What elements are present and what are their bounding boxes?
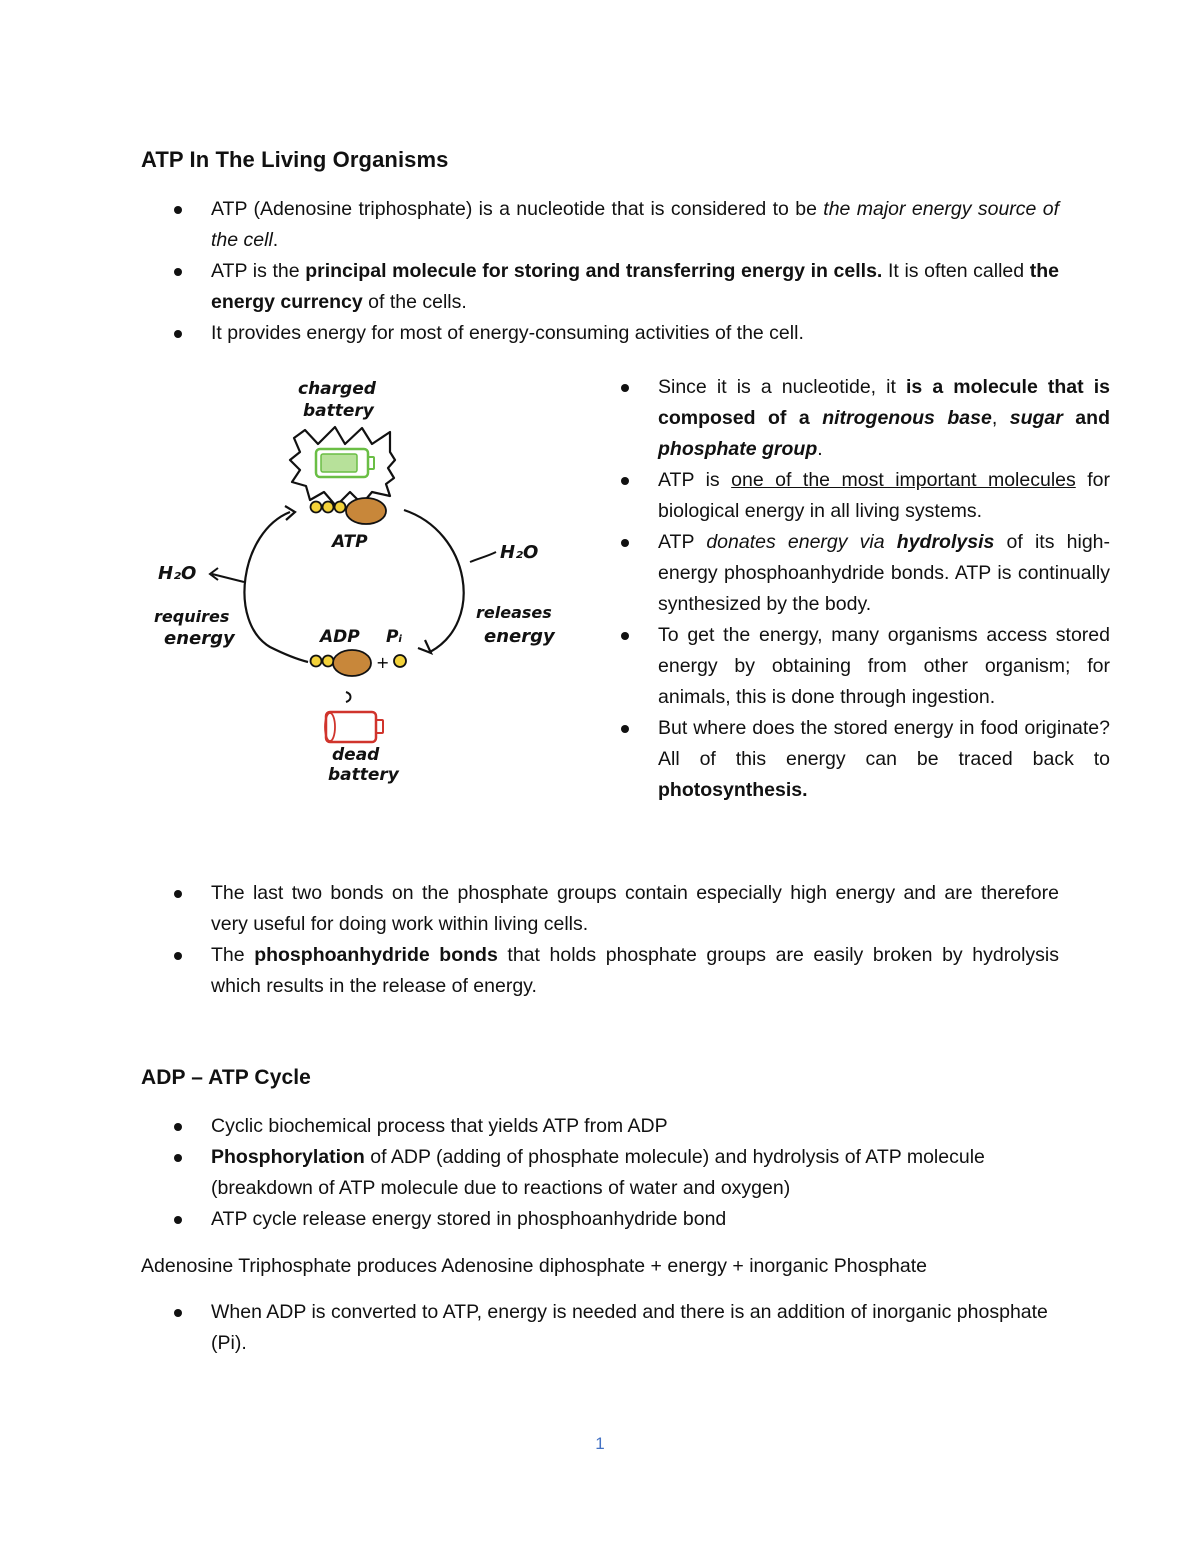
bullet-icon (174, 1123, 182, 1131)
pi-label: Pᵢ (386, 627, 403, 647)
list-item: ATP cycle release energy stored in phosphoanhydride bond (141, 1204, 1059, 1235)
atp-cycle-diagram (140, 372, 580, 792)
adp-label: ADP (320, 627, 360, 647)
list-item: Phosphorylation of ADP (adding of phosphate molecule) and hydrolysis of ATP molecule (breakdown of ATP molecule due to reactions of water and oxygen) (141, 1142, 1059, 1204)
bullet-icon (174, 330, 182, 338)
releases-energy-label-1: releases (476, 603, 552, 622)
atp-label: ATP (332, 532, 368, 552)
charged-battery-icon (316, 449, 374, 477)
list-item: ATP is the principal molecule for storing and transferring energy in cells. It is often called the energy currency of the cells. (141, 256, 1059, 318)
bullet-icon (174, 206, 182, 214)
list-item: But where does the stored energy in food originate? All of this energy can be traced back to photosynthesis. (588, 713, 1110, 806)
bullet-icon (621, 632, 629, 640)
h2o-left-label: H₂O (158, 563, 197, 584)
list-item: Cyclic biochemical process that yields ATP from ADP (141, 1111, 1059, 1142)
intro-bullet-list (141, 194, 1059, 349)
charged-battery-label-2: battery (303, 401, 374, 421)
right-bullet-list (588, 372, 1110, 806)
right-cycle-arrow (404, 510, 464, 652)
list-item: ATP donates energy via hydrolysis of its high-energy phosphoanhydride bonds. ATP is continually synthesized by the body. (588, 527, 1110, 620)
list-item: The phosphoanhydride bonds that holds phosphate groups are easily broken by hydrolysis which results in the release of energy. (141, 940, 1059, 1002)
requires-energy-label-1: requires (154, 607, 230, 626)
left-cycle-arrow (244, 512, 308, 662)
requires-energy-label-2: energy (164, 628, 235, 649)
list-item: It provides energy for most of energy-consuming activities of the cell. (141, 318, 1059, 349)
list-item: The last two bonds on the phosphate groups contain especially high energy and are therefore very useful for doing work within living cells. (141, 878, 1059, 940)
bullet-icon (174, 1154, 182, 1162)
charged-battery-label-1: charged (298, 379, 376, 399)
dead-battery-label-1: dead (332, 745, 380, 765)
section-heading-adp-atp-cycle: ADP – ATP Cycle (141, 1066, 311, 1089)
arrowhead-icon (418, 640, 431, 653)
adp-molecule-icon (311, 650, 372, 676)
list-item: To get the energy, many organisms access stored energy by obtaining from other organism; for animals, this is done through ingestion. (588, 620, 1110, 713)
page-number: 1 (595, 1434, 605, 1453)
conversion-bullet-list (141, 1297, 1059, 1359)
list-item: Since it is a nucleotide, it is a molecule that is composed of a nitrogenous base, sugar and phosphate group. (588, 372, 1110, 465)
list-item: ATP is one of the most important molecules for biological energy in all living systems. (588, 465, 1110, 527)
atp-cycle-illustration (140, 372, 580, 792)
bullet-icon (621, 539, 629, 547)
h2o-right-arrow (470, 552, 496, 562)
bullet-icon (174, 1309, 182, 1317)
cycle-bullet-list (141, 1111, 1059, 1235)
bullet-icon (621, 384, 629, 392)
section-heading-atp-living: ATP In The Living Organisms (141, 147, 449, 172)
bullet-icon (621, 725, 629, 733)
bullet-icon (174, 1216, 182, 1224)
h2o-right-label: H₂O (500, 542, 539, 563)
atp-molecule-icon (311, 498, 387, 524)
bullet-icon (174, 268, 182, 276)
dead-battery-label-2: battery (328, 765, 399, 785)
dead-battery-icon (325, 712, 383, 742)
list-item: When ADP is converted to ATP, energy is needed and there is an addition of inorganic phosphate (Pi). (141, 1297, 1059, 1359)
list-item: ATP (Adenosine triphosphate) is a nucleotide that is considered to be the major energy source of the cell. (141, 194, 1059, 256)
bonds-bullet-list (141, 878, 1059, 1002)
equation-paragraph: Adenosine Triphosphate produces Adenosine diphosphate + energy + inorganic Phosphate (141, 1255, 927, 1277)
bullet-icon (174, 952, 182, 960)
squiggle-arrow-icon (346, 692, 351, 702)
phosphate-icon (394, 655, 406, 667)
plus-sign: + (376, 653, 390, 672)
bullet-icon (621, 477, 629, 485)
bullet-icon (174, 890, 182, 898)
right-column (588, 372, 1110, 806)
releases-energy-label-2: energy (484, 626, 555, 647)
